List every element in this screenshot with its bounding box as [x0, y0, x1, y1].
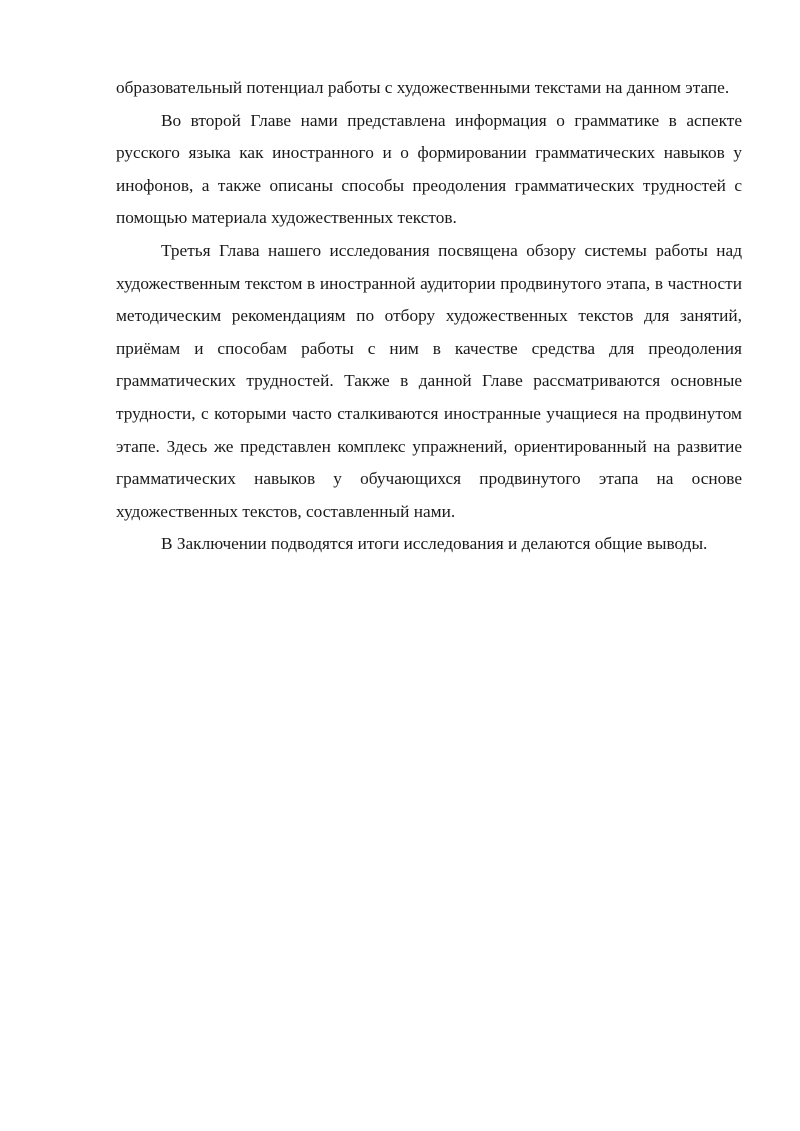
paragraph-third-chapter: Третья Глава нашего исследования посвящена обзору системы работы над художественным текстом в иностранной аудитории продвинутого этапа, в частности методическим рекомендациям по отбору художественных текстов для занятий, приёмам и способам работы с ним в качестве средства для преодоления грамматических трудностей. Также в данной Главе рассматриваются основные трудности, с которыми часто сталкиваются иностранные учащиеся на продвинутом этапе. Здесь же представлен комплекс упражнений, ориентированный на развитие грамматических навыков у обучающихся продвинутого этапа на основе художественных текстов, составленный нами.	[116, 240, 742, 521]
paragraph-conclusion: В Заключении подводятся итоги исследования и делаются общие выводы.	[161, 534, 708, 554]
paragraph-second-chapter: Во второй Главе нами представлена информация о грамматике в аспекте русского языка как иностранного и о формировании грамматических навыков у инофонов, а также описаны способы преодоления грамматических трудностей с помощью материала художественных текстов.	[116, 110, 742, 228]
document-body	[116, 72, 742, 561]
paragraph-continuation: образовательный потенциал работы с художественными текстами на данном этапе.	[116, 78, 730, 97]
